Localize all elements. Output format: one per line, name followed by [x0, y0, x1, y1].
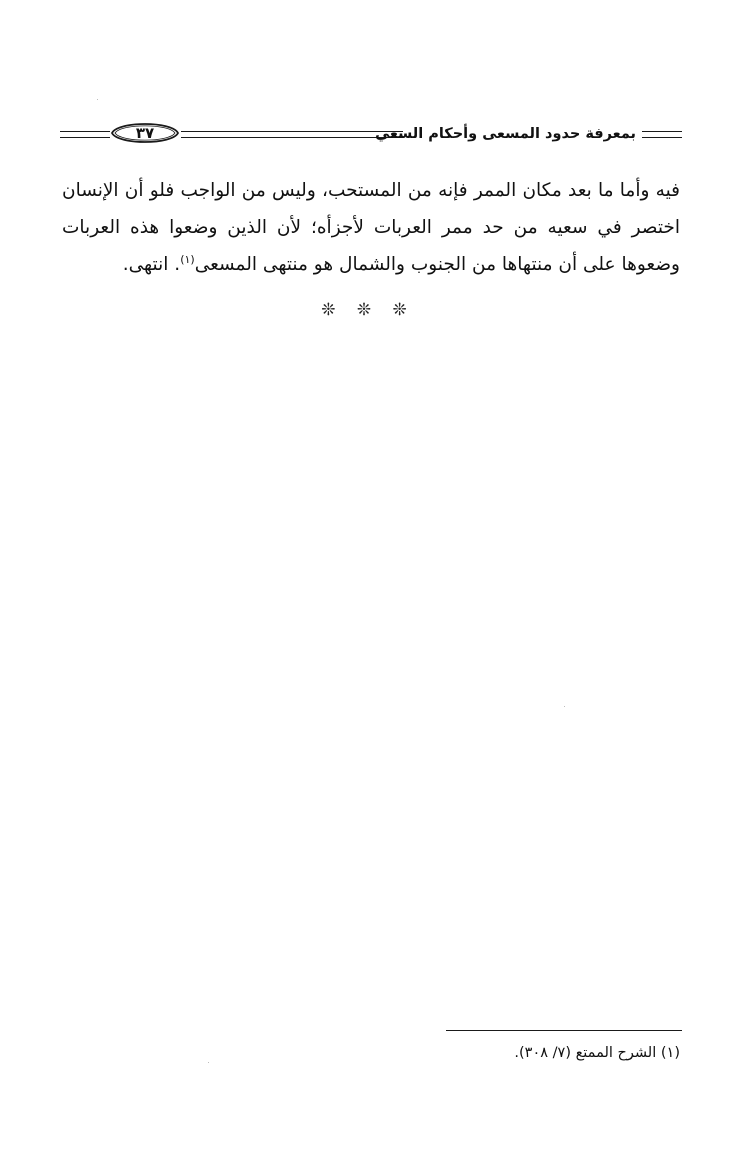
running-title: بمعرفة حدود المسعى وأحكام السعي	[375, 126, 636, 142]
scan-speck	[564, 706, 565, 707]
scan-speck	[208, 1062, 209, 1063]
page-number: ٣٧	[135, 124, 155, 142]
footnote-reference[interactable]: (١)	[180, 252, 195, 266]
body-text	[62, 172, 680, 283]
scan-speck	[97, 99, 98, 100]
section-separator: ❊ ❊ ❊	[321, 300, 415, 320]
body-paragraph	[62, 172, 680, 283]
running-header	[60, 116, 682, 156]
header-rule-right	[642, 131, 682, 138]
footnote-rule	[446, 1030, 682, 1031]
paragraph-ending: . انتهى.	[122, 254, 181, 275]
page-number-badge	[110, 119, 180, 147]
footnote: (١) الشرح الممتع (٧/ ٣٠٨).	[514, 1045, 680, 1061]
header-rule-middle	[181, 131, 403, 138]
paragraph-text: فيه وأما ما بعد مكان الممر فإنه من المستحب، وليس من الواجب فلو أن الإنسان اختصر في سعيه من حد ممر العربات لأجزأه؛ لأن الذين وضعوا هذه العربات وضعوها على أن منتهاها من الجنوب والشمال هو منتهى المسعى	[62, 180, 680, 275]
header-rule-left	[60, 131, 110, 138]
